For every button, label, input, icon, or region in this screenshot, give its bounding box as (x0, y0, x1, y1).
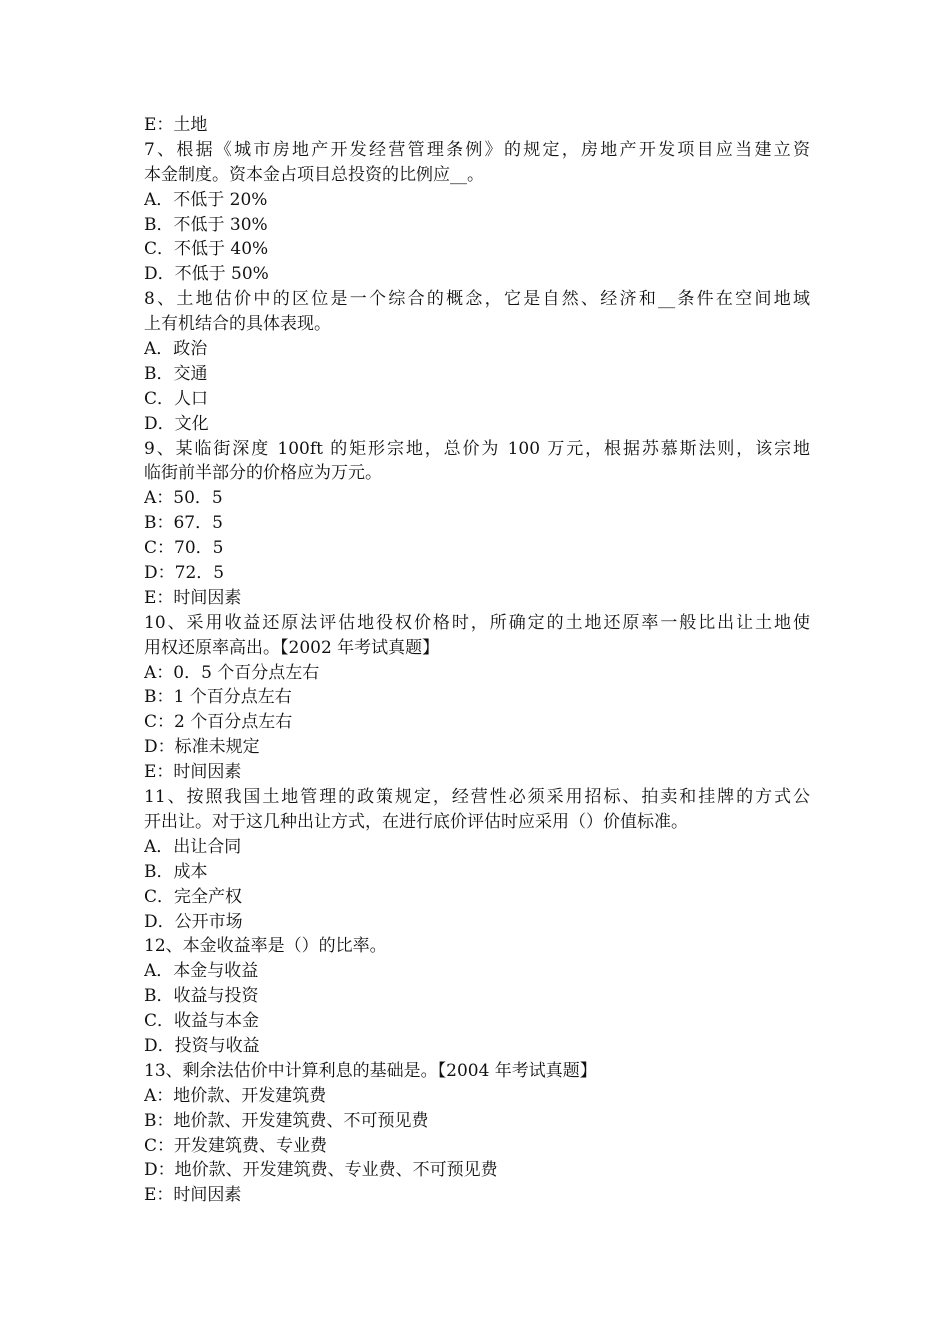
answer-option: E：时间因素 (144, 587, 242, 608)
answer-option: C：2 个百分点左右 (144, 712, 293, 733)
answer-option: B：67．5 (144, 513, 223, 534)
answer-option: D．投资与收益 (144, 1035, 260, 1056)
answer-option: C：开发建筑费、专业费 (144, 1135, 328, 1156)
answer-option: D：标准未规定 (144, 737, 260, 758)
answer-option: D．不低于 50% (144, 264, 269, 285)
question-text-line: 开出让。对于这几种出让方式，在进行底价评估时应采用（）价值标准。 (144, 811, 688, 832)
answer-option: A：0．5 个百分点左右 (144, 662, 320, 683)
answer-option: C．人口 (144, 388, 209, 409)
answer-option: E：土地 (144, 115, 208, 135)
question-text-line: 上有机结合的具体表现。 (144, 314, 331, 335)
answer-option: B．收益与投资 (144, 986, 259, 1007)
answer-option: B．交通 (144, 363, 208, 384)
answer-option: D．文化 (144, 413, 209, 434)
question-text-line: 10、采用收益还原法评估地役权价格时，所确定的土地还原率一般比出让土地使 (144, 612, 810, 633)
answer-option: E：时间因素 (144, 762, 242, 783)
answer-option: B：地价款、开发建筑费、不可预见费 (144, 1110, 429, 1131)
answer-option: A．本金与收益 (144, 961, 259, 982)
question-text-line: 9、某临街深度 100ft 的矩形宗地，总价为 100 万元，根据苏慕斯法则，该宗地 (144, 438, 810, 459)
answer-option: C．不低于 40% (144, 239, 269, 260)
answer-option: C：70．5 (144, 538, 224, 559)
answer-option: B．不低于 30% (144, 214, 268, 235)
answer-option: A．不低于 20% (144, 189, 268, 210)
document-page (144, 113, 810, 1208)
question-text-line: 13、剩余法估价中计算利息的基础是。【2004 年考试真题】 (144, 1060, 597, 1081)
answer-option: B．成本 (144, 861, 208, 882)
answer-option: E：时间因素 (144, 1185, 242, 1206)
question-text-line: 用权还原率高出。【2002 年考试真题】 (144, 637, 440, 658)
question-text-line: 临街前半部分的价格应为万元。 (144, 463, 382, 484)
question-text-line: 12、本金收益率是（）的比率。 (144, 936, 387, 957)
question-text-line: 11、按照我国土地管理的政策规定，经营性必须采用招标、拍卖和挂牌的方式公 (144, 787, 810, 808)
answer-option: D：地价款、开发建筑费、专业费、不可预见费 (144, 1160, 498, 1181)
answer-option: D．公开市场 (144, 911, 243, 932)
answer-option: A：地价款、开发建筑费 (144, 1085, 327, 1106)
answer-option: C．完全产权 (144, 886, 243, 907)
answer-option: D：72．5 (144, 563, 225, 584)
question-text-line: 本金制度。资本金占项目总投资的比例应__。 (144, 164, 484, 185)
answer-option: A．出让合同 (144, 836, 242, 857)
answer-option: A．政治 (144, 339, 208, 360)
question-text-line: 7、根据《城市房地产开发经营管理条例》的规定，房地产开发项目应当建立资 (144, 139, 810, 160)
answer-option: A：50．5 (144, 488, 223, 509)
question-text-line: 8、土地估价中的区位是一个综合的概念，它是自然、经济和__条件在空间地域 (144, 289, 810, 310)
answer-option: C．收益与本金 (144, 1011, 260, 1032)
answer-option: B：1 个百分点左右 (144, 687, 292, 708)
